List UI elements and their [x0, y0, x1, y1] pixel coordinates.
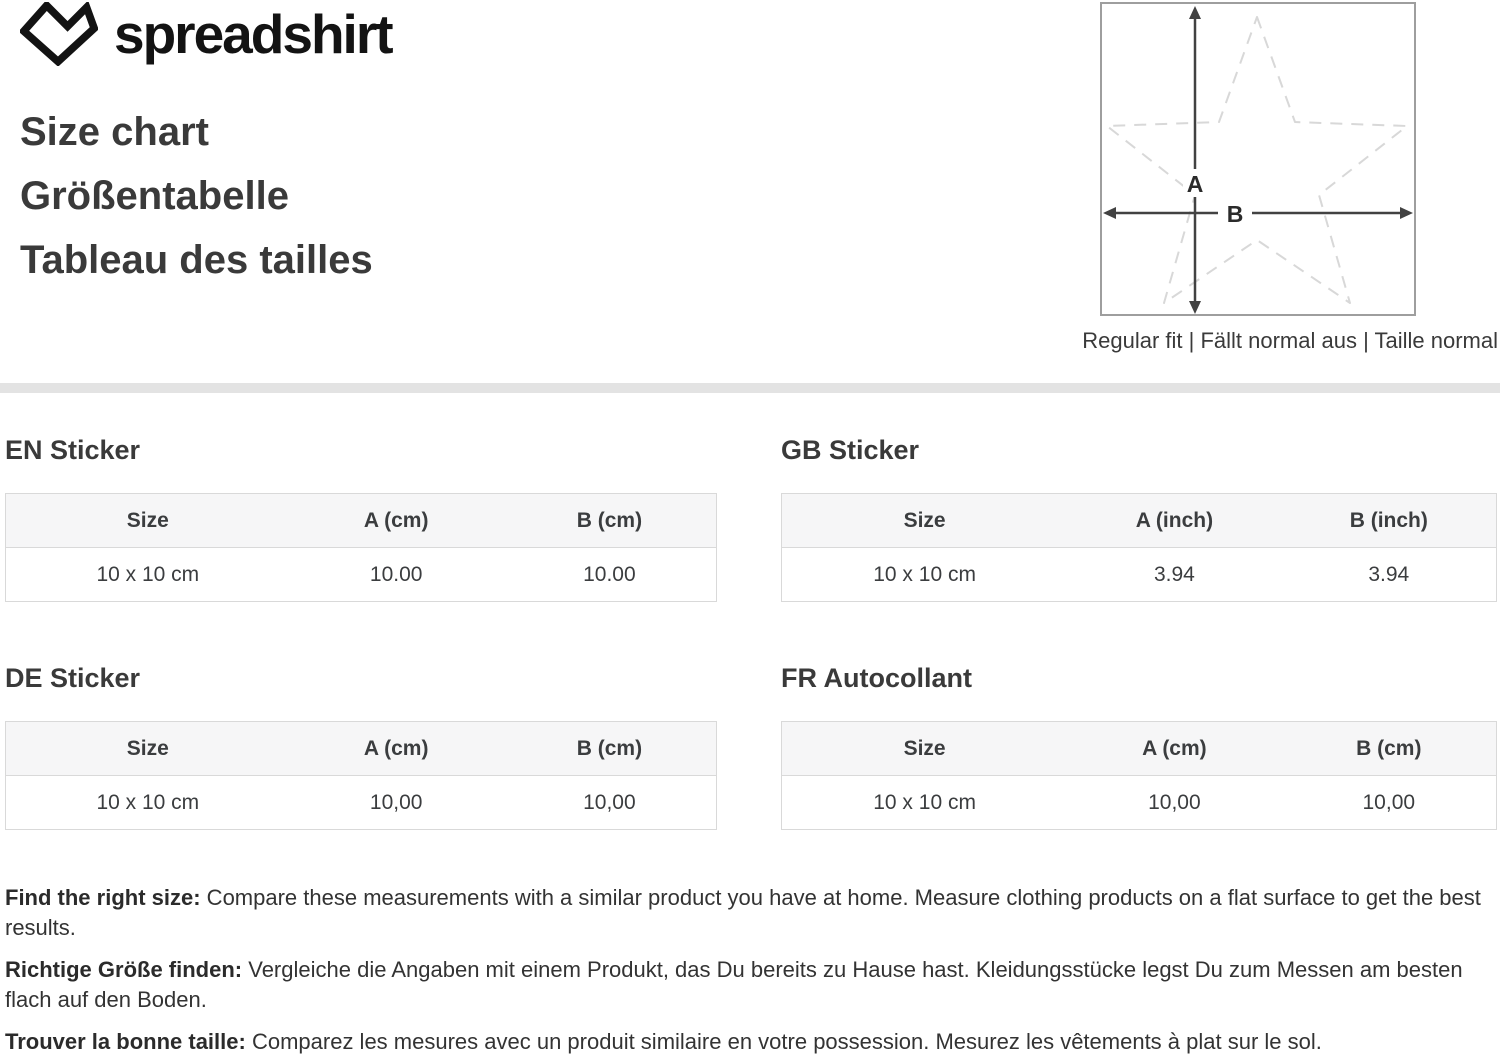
column-header-size: Size: [6, 722, 290, 776]
b-value-cell: 10,00: [1362, 790, 1416, 814]
note-de-text: Vergleiche die Angaben mit einem Produkt, das Du bereits zu Hause hast. Kleidungsstücke legst Du zum Messen am besten flach auf den Boden.: [5, 957, 1463, 1012]
column-header-size: Size: [782, 722, 1068, 776]
dimension-a-label: A: [1186, 171, 1204, 197]
size-table-en: [5, 493, 717, 602]
table-header-row: [6, 722, 717, 776]
page-title-de: Größentabelle: [20, 174, 289, 218]
size-cell: 10 x 10 cm: [873, 562, 976, 586]
size-table-fr: [781, 721, 1497, 830]
note-de-lead: Richtige Größe finden:: [5, 957, 243, 982]
size-cell: 10 x 10 cm: [96, 562, 200, 586]
b-value-cell: 10.00: [583, 562, 636, 586]
b-value-cell: 10,00: [583, 790, 636, 814]
measurement-diagram: [1100, 2, 1416, 321]
column-header-a: A (cm): [290, 494, 503, 548]
table-header-row: [782, 494, 1497, 548]
b-value-cell: 3.94: [1368, 562, 1410, 586]
table-heading-gb: GB Sticker: [781, 435, 920, 465]
note-fr-lead: Trouver la bonne taille:: [5, 1029, 246, 1054]
a-value-cell: 3.94: [1153, 562, 1195, 586]
column-header-size: Size: [782, 494, 1068, 548]
table-row: [782, 548, 1497, 602]
column-header-b: B (cm): [503, 722, 717, 776]
note-en-text: Compare these measurements with a similar product you have at home. Measure clothing products on a flat surface to get the best results.: [5, 885, 1481, 940]
size-table-section-de: [5, 662, 717, 830]
brand-name: spreadshirt: [114, 2, 392, 65]
page-title-fr: Tableau des tailles: [20, 238, 373, 282]
column-header-a: A (cm): [290, 722, 503, 776]
note-de: [5, 955, 1496, 1015]
table-header-row: [782, 722, 1497, 776]
fit-note: Regular fit | Fällt normal aus | Taille normal: [1082, 328, 1498, 353]
note-en: [5, 883, 1496, 943]
size-cell: 10 x 10 cm: [96, 790, 200, 814]
size-cell: 10 x 10 cm: [873, 790, 976, 814]
column-header-b: B (inch): [1282, 494, 1497, 548]
page-title: [20, 100, 373, 292]
table-row: [782, 776, 1497, 830]
table-heading-en: EN Sticker: [5, 435, 141, 465]
size-table-section-fr: [781, 662, 1497, 830]
a-value-cell: 10,00: [369, 790, 423, 814]
star-measurement-diagram: [1100, 2, 1416, 316]
a-value-cell: 10,00: [1148, 790, 1201, 814]
spreadshirt-heart-icon: [20, 2, 98, 66]
table-heading-fr: FR Autocollant: [781, 663, 972, 693]
column-header-b: B (cm): [503, 494, 717, 548]
column-header-size: Size: [6, 494, 290, 548]
table-row: [6, 548, 717, 602]
a-value-cell: 10.00: [369, 562, 423, 586]
table-header-row: [6, 494, 717, 548]
column-header-a: A (inch): [1067, 494, 1281, 548]
note-fr: [5, 1027, 1496, 1057]
brand-logo: [20, 2, 392, 66]
column-header-b: B (cm): [1282, 722, 1497, 776]
dimension-b-label: B: [1226, 201, 1244, 227]
size-table-gb: [781, 493, 1497, 602]
column-header-a: A (cm): [1067, 722, 1281, 776]
table-heading-de: DE Sticker: [5, 663, 141, 693]
note-fr-text: Comparez les mesures avec un produit similaire en votre possession. Mesurez les vêtements à plat sur le sol.: [245, 1029, 1322, 1054]
measuring-notes: [5, 883, 1496, 1059]
note-en-lead: Find the right size:: [5, 885, 201, 910]
size-table-section-en: [5, 434, 717, 602]
page-title-en: Size chart: [20, 110, 209, 154]
section-divider: [0, 383, 1500, 393]
size-table-section-gb: [781, 434, 1497, 602]
size-table-de: [5, 721, 717, 830]
table-row: [6, 776, 717, 830]
